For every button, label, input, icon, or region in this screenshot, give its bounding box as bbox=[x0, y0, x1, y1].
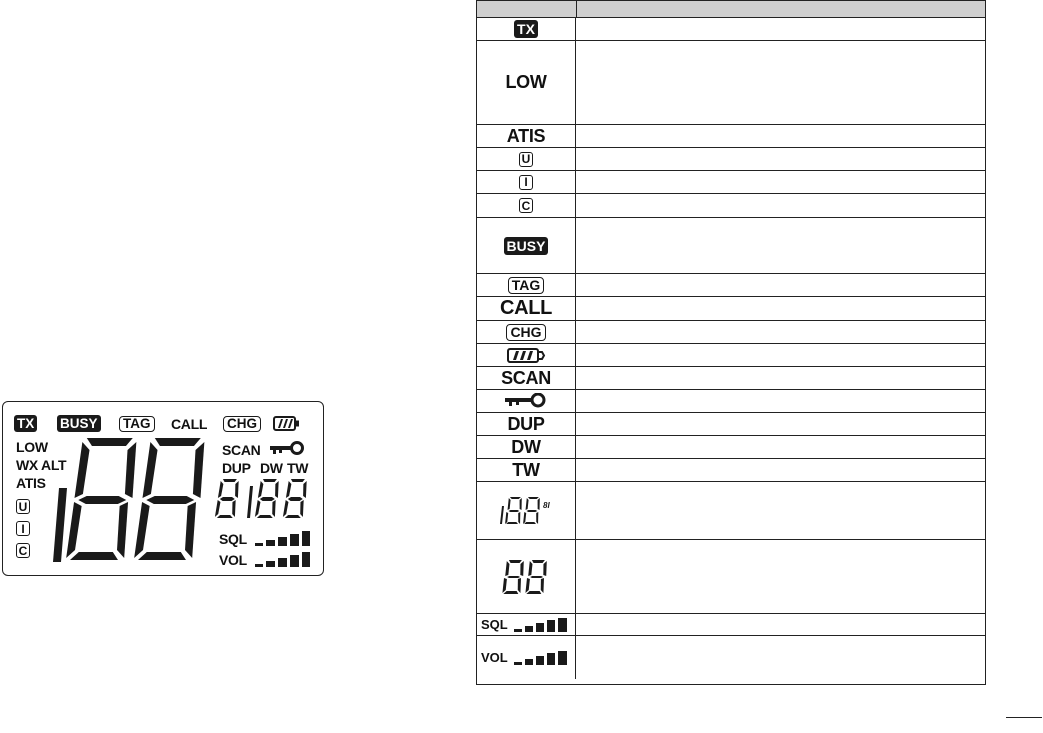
lcd-tw-indicator: TW bbox=[287, 460, 309, 476]
table-desc-cell bbox=[576, 436, 985, 458]
table-icon-cell bbox=[477, 614, 576, 635]
vol-icon-label: VOL bbox=[481, 650, 508, 665]
table-icon-cell bbox=[477, 459, 576, 481]
table-icon-cell bbox=[477, 344, 576, 366]
table-icon-cell bbox=[477, 171, 576, 193]
indicator-table bbox=[476, 0, 986, 685]
low-icon: LOW bbox=[505, 72, 547, 92]
lcd-vol-indicator: VOL bbox=[219, 552, 247, 568]
lcd-display-illustration bbox=[2, 401, 324, 576]
sql-level-bars-icon bbox=[514, 618, 568, 632]
table-desc-cell bbox=[576, 367, 985, 389]
busy-icon: BUSY bbox=[504, 237, 549, 255]
table-row bbox=[477, 436, 985, 459]
table-desc-cell bbox=[576, 148, 985, 170]
sql-icon-label: SQL bbox=[481, 617, 508, 632]
table-row bbox=[477, 413, 985, 436]
page-number-rule bbox=[1006, 717, 1042, 718]
lcd-scan-indicator: SCAN bbox=[222, 442, 261, 458]
lcd-u-indicator: U bbox=[16, 499, 30, 514]
table-icon-cell bbox=[477, 218, 576, 273]
table-icon-cell bbox=[477, 18, 576, 40]
table-row bbox=[477, 321, 985, 344]
table-row bbox=[477, 125, 985, 148]
table-row bbox=[477, 148, 985, 171]
table-desc-cell bbox=[576, 413, 985, 435]
battery-icon bbox=[506, 347, 546, 364]
table-row bbox=[477, 540, 985, 614]
sub-channel-digits-icon bbox=[215, 478, 313, 520]
lcd-dw-indicator: DW bbox=[260, 460, 283, 476]
table-desc-cell bbox=[576, 344, 985, 366]
table-header-icon-col bbox=[477, 1, 577, 17]
battery-icon bbox=[273, 415, 301, 432]
table-icon-cell bbox=[477, 636, 576, 679]
table-row bbox=[477, 459, 985, 482]
vol-level-bars-icon bbox=[255, 552, 311, 568]
table-desc-cell bbox=[576, 482, 985, 539]
table-row bbox=[477, 344, 985, 367]
table-row bbox=[477, 18, 985, 41]
lcd-atis-indicator: ATIS bbox=[16, 475, 46, 491]
dup-icon: DUP bbox=[507, 413, 545, 434]
table-desc-cell bbox=[576, 614, 985, 635]
lcd-i-indicator: I bbox=[16, 521, 30, 536]
tag-icon: TAG bbox=[508, 277, 545, 294]
lcd-tx-indicator: TX bbox=[14, 415, 37, 432]
tx-icon: TX bbox=[514, 20, 538, 38]
lcd-low-indicator: LOW bbox=[16, 439, 48, 455]
table-desc-cell bbox=[576, 636, 985, 679]
table-icon-cell bbox=[477, 367, 576, 389]
chg-icon: CHG bbox=[506, 324, 545, 341]
table-icon-cell bbox=[477, 297, 576, 320]
table-desc-cell bbox=[576, 297, 985, 320]
table-icon-cell bbox=[477, 482, 576, 539]
lcd-busy-indicator: BUSY bbox=[57, 415, 101, 432]
sub-digits-icon bbox=[502, 559, 550, 595]
table-desc-cell bbox=[576, 194, 985, 217]
lcd-c-indicator: C bbox=[16, 543, 30, 558]
sql-level-bars-icon bbox=[255, 531, 311, 547]
table-row bbox=[477, 297, 985, 321]
lcd-wx-alt-indicator: WX ALT bbox=[16, 457, 67, 473]
key-icon bbox=[503, 393, 549, 409]
tw-icon: TW bbox=[512, 459, 540, 480]
table-icon-cell bbox=[477, 125, 576, 147]
table-row bbox=[477, 171, 985, 194]
table-icon-cell bbox=[477, 436, 576, 458]
table-row bbox=[477, 41, 985, 125]
i-icon: I bbox=[519, 175, 533, 190]
table-desc-cell bbox=[576, 41, 985, 124]
lcd-dup-indicator: DUP bbox=[222, 460, 251, 476]
atis-icon: ATIS bbox=[506, 125, 546, 146]
table-icon-cell bbox=[477, 41, 576, 124]
vol-level-bars-icon bbox=[514, 651, 568, 665]
table-desc-cell bbox=[576, 125, 985, 147]
table-desc-cell bbox=[576, 459, 985, 481]
table-desc-cell bbox=[576, 18, 985, 40]
table-header bbox=[477, 1, 985, 18]
table-icon-cell bbox=[477, 148, 576, 170]
scan-icon: SCAN bbox=[501, 367, 551, 388]
table-header-desc-col bbox=[577, 1, 985, 17]
table-row bbox=[477, 367, 985, 390]
table-icon-cell bbox=[477, 390, 576, 412]
table-row bbox=[477, 218, 985, 274]
svg-text:8I: 8I bbox=[543, 500, 550, 510]
table-icon-cell bbox=[477, 540, 576, 613]
table-row bbox=[477, 482, 985, 540]
u-icon: U bbox=[519, 152, 533, 167]
table-row bbox=[477, 636, 985, 679]
table-desc-cell bbox=[576, 218, 985, 273]
table-desc-cell bbox=[576, 171, 985, 193]
key-icon bbox=[269, 441, 305, 457]
table-desc-cell bbox=[576, 390, 985, 412]
table-desc-cell bbox=[576, 274, 985, 296]
main-channel-digits-icon bbox=[41, 436, 211, 568]
channel-digits-icon bbox=[497, 496, 555, 526]
table-row bbox=[477, 614, 985, 636]
dw-icon: DW bbox=[511, 436, 541, 457]
table-icon-cell bbox=[477, 274, 576, 296]
table-icon-cell bbox=[477, 321, 576, 343]
lcd-sql-indicator: SQL bbox=[219, 531, 247, 547]
c-icon: C bbox=[519, 198, 533, 213]
table-row bbox=[477, 194, 985, 218]
table-desc-cell bbox=[576, 540, 985, 613]
lcd-call-indicator: CALL bbox=[171, 416, 208, 432]
table-row bbox=[477, 274, 985, 297]
lcd-chg-indicator: CHG bbox=[223, 416, 261, 432]
call-icon: CALL bbox=[499, 297, 553, 319]
table-desc-cell bbox=[576, 321, 985, 343]
lcd-tag-indicator: TAG bbox=[119, 416, 155, 432]
table-row bbox=[477, 390, 985, 413]
table-icon-cell bbox=[477, 413, 576, 435]
table-icon-cell bbox=[477, 194, 576, 217]
